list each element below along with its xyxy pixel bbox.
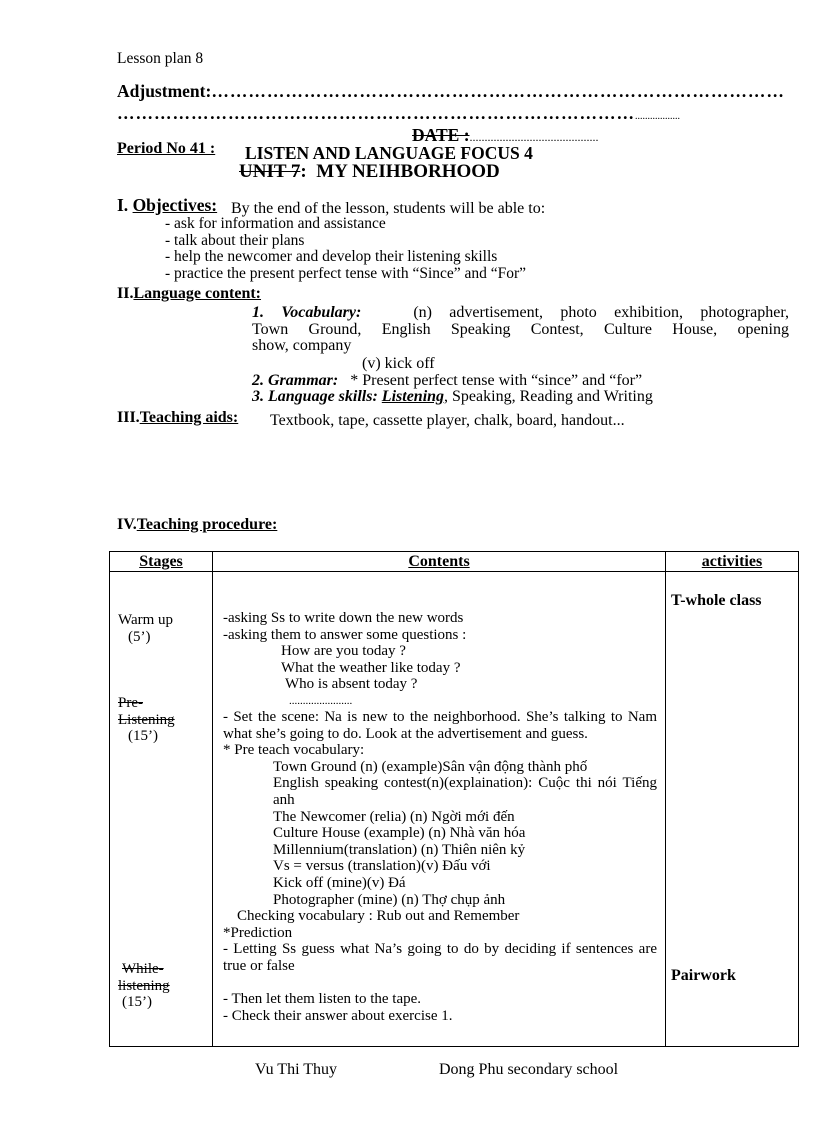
column-header-activities: activities	[666, 552, 799, 572]
procedure-heading-row	[117, 516, 277, 534]
teaching-aids-num: III.	[117, 409, 140, 426]
content-line: - Check their answer about exercise 1.	[223, 1007, 453, 1024]
content-line: - Letting Ss guess what Na’s going to do by deciding if sentences are true or false	[223, 941, 657, 974]
vocab-line-1	[252, 305, 789, 322]
content-line: *Prediction	[223, 924, 293, 941]
date-dots: ...........................................	[469, 130, 599, 144]
content-line: English speaking contest(n)(explaination): Cuộc thi nói Tiếng anh	[273, 775, 657, 808]
contents-list	[213, 572, 665, 1024]
vocab-line-3: show, company	[252, 337, 352, 354]
stage-time: (15’)	[128, 728, 158, 745]
skills-row	[252, 388, 653, 406]
lesson-plan-label: Lesson plan 8	[117, 50, 204, 67]
content-spacer	[223, 974, 657, 991]
stage-time: (15’)	[122, 994, 152, 1011]
adjustment-dots-line2	[117, 103, 680, 124]
stage-name-part1: While-	[122, 961, 164, 977]
stage-warm-up	[118, 612, 173, 645]
content-line: * Pre teach vocabulary:	[223, 742, 365, 759]
objective-item: - ask for information and assistance	[165, 215, 386, 232]
unit-sep: :	[300, 161, 307, 182]
grammar-text: * Present perfect tense with “since” and “for”	[350, 372, 643, 389]
content-line: Culture House (example) (n) Nhà văn hóa	[273, 825, 526, 842]
activities-cell	[666, 572, 799, 1047]
column-header-stages: Stages	[110, 552, 213, 572]
content-subline: Town Ground (n) (example)Sân vận động thành phố	[273, 758, 588, 775]
content-line: - Then let them listen to the tape.	[223, 991, 422, 1008]
content-line: How are you today ?	[281, 643, 406, 660]
objectives-num: I.	[117, 195, 129, 215]
vocab-line-2: Town Ground, English Speaking Contest, Culture House, opening	[252, 320, 789, 338]
content-line: Millennium(translation) (n) Thiên niên kỷ	[273, 841, 526, 858]
stage-time: (5’)	[128, 628, 151, 645]
stage-name-part2: listening	[118, 977, 170, 994]
content-line: The Newcomer (relia) (n) Ngời mới đến	[273, 808, 515, 825]
content-line: Photographer (mine) (n) Thợ chụp ảnh	[273, 891, 506, 908]
content-line: -asking Ss to write down the new words	[223, 610, 464, 626]
stage-while-listening	[118, 961, 170, 1011]
stage-pre-listening	[118, 695, 175, 745]
content-line: .......................	[289, 694, 353, 707]
objective-item: - talk about their plans	[165, 231, 305, 249]
adjustment-row	[117, 81, 785, 102]
skills-focus: Listening	[381, 388, 445, 405]
procedure-table-row	[110, 572, 799, 1047]
unit-title: MY NEIHBORHOOD	[316, 161, 500, 182]
contents-cell	[213, 572, 666, 1047]
content-line: -asking them to answer some questions :	[223, 626, 467, 643]
adjustment-label: Adjustment:	[117, 81, 212, 101]
content-line	[223, 759, 657, 776]
period-label: Period No 41 :	[117, 140, 216, 157]
content-line: Checking vocabulary : Rub out and Remember	[237, 908, 520, 925]
unit-row	[239, 161, 500, 183]
adjustment-dots: …………………………………………………………………………………	[211, 81, 785, 101]
language-content-heading-row	[117, 285, 261, 303]
vocabulary-block	[252, 305, 789, 355]
objective-item: - help the newcomer and develop their listening skills	[165, 248, 498, 265]
adjustment-dots-small: ..................	[635, 111, 680, 122]
content-line: Kick off (mine)(v) Đá	[273, 874, 406, 891]
content-line: - Set the scene: Na is new to the neighborhood. She’s talking to Nam what she’s going to do. Look at the advertisement and guess.	[223, 708, 657, 742]
activity-whole-class: T-whole class	[671, 592, 762, 609]
objectives-intro: By the end of the lesson, students will be able to:	[231, 200, 546, 217]
vocab-label: 1. Vocabulary:	[252, 304, 362, 321]
adjustment-dots-2: …………………………………………………………………………	[117, 103, 635, 123]
stage-name-part2: Listening	[118, 711, 175, 728]
objectives-heading-row	[117, 195, 217, 216]
unit-label: UNIT 7	[239, 161, 301, 182]
footer-school: Dong Phu secondary school	[439, 1061, 619, 1078]
footer-author: Vu Thi Thuy	[255, 1061, 338, 1078]
stage-name-part1: Pre-	[118, 695, 143, 711]
teaching-aids-heading-row	[117, 409, 238, 427]
procedure-table-header	[110, 552, 799, 572]
content-line: What the weather like today ?	[281, 659, 461, 676]
language-content-heading: Language content:	[133, 285, 262, 302]
procedure-table	[109, 551, 799, 1047]
objectives-heading: Objectives:	[132, 195, 218, 215]
language-content-num: II.	[117, 285, 134, 302]
objective-item: - practice the present perfect tense with “Since” and “For”	[165, 264, 527, 282]
teaching-aids-heading: Teaching aids:	[139, 409, 239, 426]
vocab-verb: (v) kick off	[362, 355, 435, 372]
procedure-heading: Teaching procedure:	[136, 516, 278, 533]
date-label: DATE :	[412, 125, 470, 145]
skills-rest: , Speaking, Reading and Writing	[444, 388, 653, 405]
vocab-text-1: (n) advertisement, photo exhibition, photographer,	[413, 304, 790, 321]
objectives-list	[165, 216, 526, 282]
activity-pairwork: Pairwork	[671, 967, 736, 984]
content-line: Who is absent today ?	[285, 676, 418, 693]
skills-label: 3. Language skills:	[252, 388, 378, 405]
stage-name: Warm up	[118, 612, 174, 628]
teaching-aids-text: Textbook, tape, cassette player, chalk, board, handout...	[270, 412, 625, 429]
procedure-num: IV.	[117, 516, 137, 533]
stages-cell	[110, 572, 213, 1047]
lesson-title: LISTEN AND LANGUAGE FOCUS 4	[245, 143, 533, 163]
content-line: Vs = versus (translation)(v) Đấu với	[273, 858, 491, 875]
column-header-contents: Contents	[213, 552, 666, 572]
grammar-label: 2. Grammar:	[252, 372, 339, 389]
